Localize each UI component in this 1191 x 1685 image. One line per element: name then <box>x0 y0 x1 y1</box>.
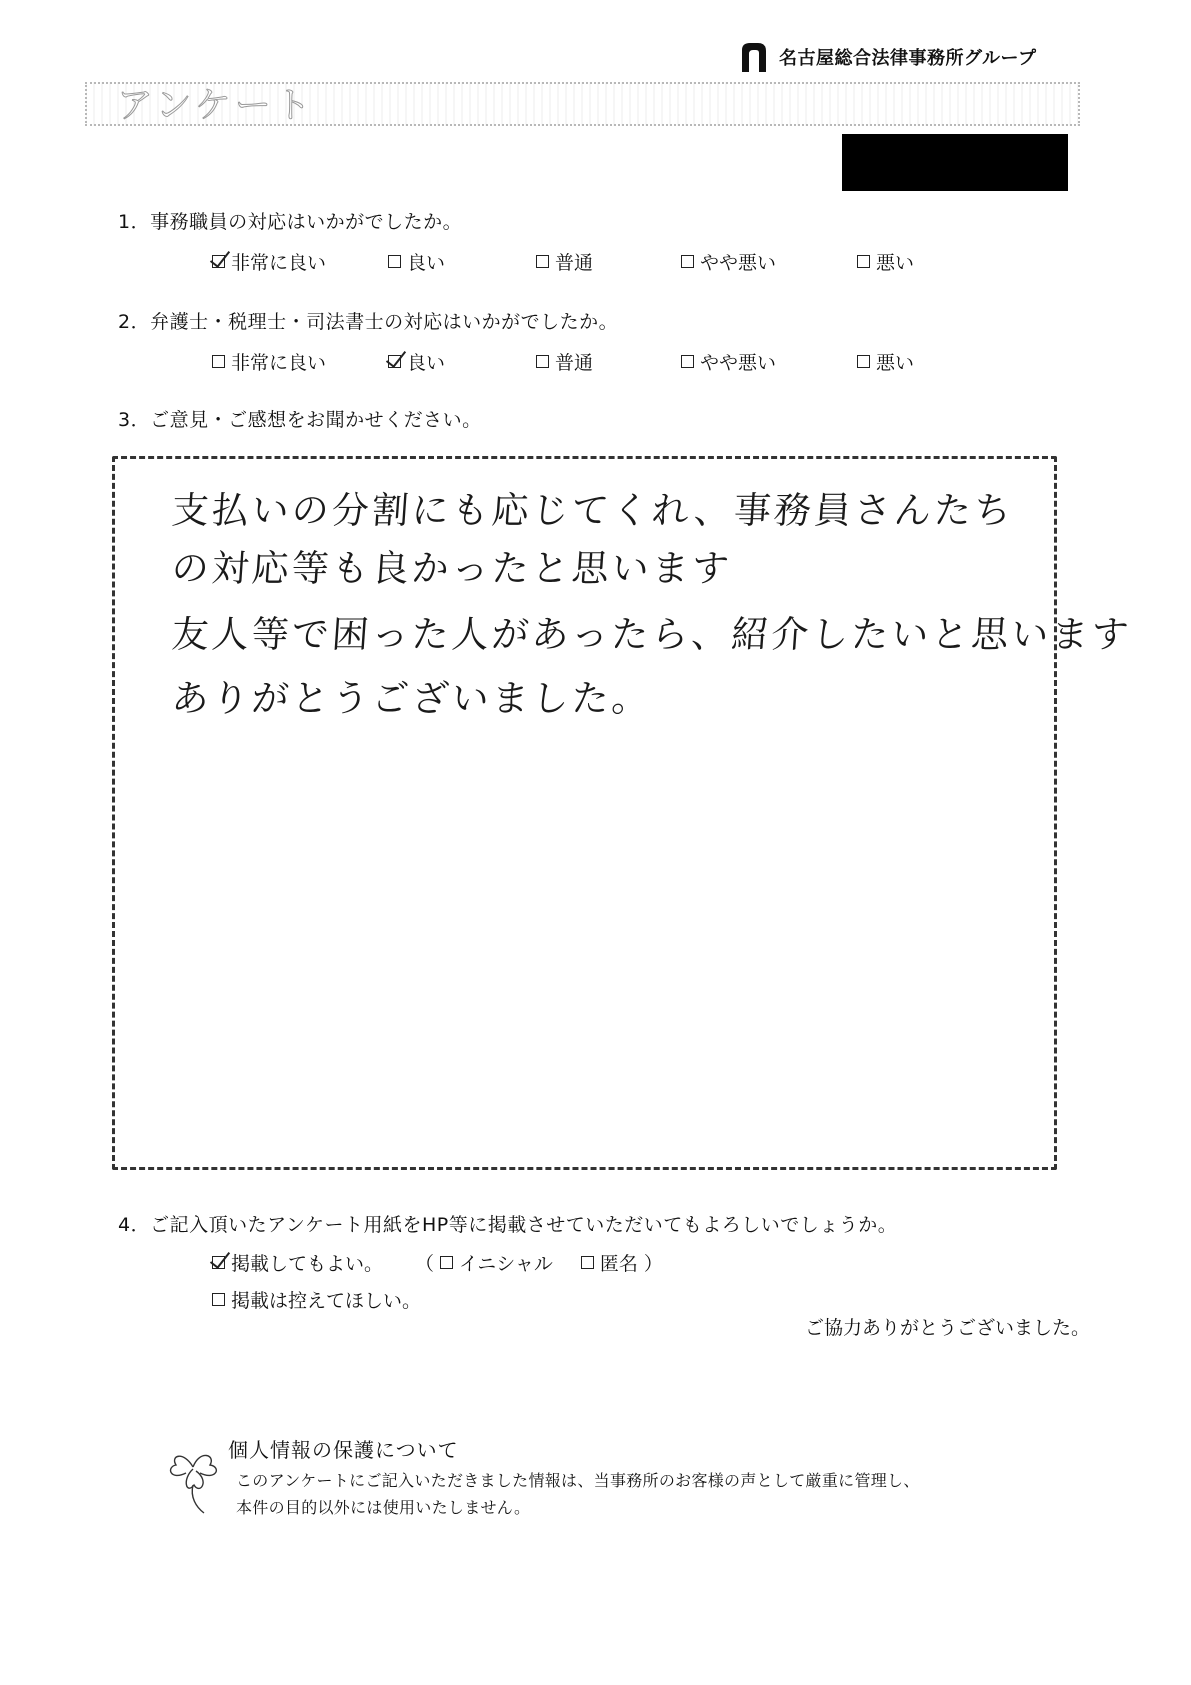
publish-allow-option <box>212 1249 383 1276</box>
q2-option-3-checkbox[interactable] <box>536 355 549 368</box>
publish-decline-label: 掲載は控えてほしい。 <box>231 1290 422 1312</box>
q1-option-2-checkbox[interactable] <box>388 255 401 268</box>
q1-option-4 <box>681 248 776 275</box>
q1-option-4-checkbox[interactable] <box>681 255 694 268</box>
anonymous-checkbox[interactable] <box>581 1256 594 1269</box>
q2-option-2 <box>388 348 445 375</box>
publish-decline-checkbox[interactable] <box>212 1293 225 1306</box>
page-title: アンケート <box>117 85 315 126</box>
redaction-box <box>842 134 1068 191</box>
thanks-message: ご協力ありがとうございました。 <box>805 1317 1091 1339</box>
q1-option-5 <box>857 248 914 275</box>
q1-option-1-label: 非常に良い <box>231 252 327 274</box>
title-bar <box>85 82 1080 126</box>
question-2-label: 2．弁護士・税理士・司法書士の対応はいかがでしたか。 <box>118 311 619 333</box>
publish-allow-checkbox[interactable] <box>212 1256 225 1269</box>
initial-checkbox[interactable] <box>440 1256 453 1269</box>
comment-line-2: の対応等も良かったと思います <box>170 547 734 590</box>
q2-option-1-checkbox[interactable] <box>212 355 225 368</box>
q1-option-1-checkbox[interactable] <box>212 255 225 268</box>
comment-line-4: ありがとうございました。 <box>170 677 654 720</box>
publish-name-options <box>415 1249 663 1276</box>
q1-option-2 <box>388 248 445 275</box>
comment-line-3: 友人等で困った人があったら、紹介したいと思います <box>170 613 1133 656</box>
q1-option-5-label: 悪い <box>876 252 915 274</box>
q2-option-1 <box>212 348 326 375</box>
q2-option-5 <box>857 348 914 375</box>
initial-label: イニシャル <box>459 1253 553 1275</box>
q2-option-2-checkbox[interactable] <box>388 355 401 368</box>
comment-line-1: 支払いの分割にも応じてくれ、事務員さんたち <box>170 489 1016 532</box>
anonymous-label: 匿名 <box>599 1253 638 1275</box>
question-1-label: 1．事務職員の対応はいかがでしたか。 <box>118 211 463 233</box>
privacy-title: 個人情報の保護について <box>228 1438 459 1462</box>
q2-option-3 <box>536 348 593 375</box>
q2-option-4-checkbox[interactable] <box>681 355 694 368</box>
q2-option-4 <box>681 348 776 375</box>
q1-option-4-label: やや悪い <box>700 252 777 274</box>
firm-logo-icon <box>737 40 771 74</box>
q2-option-5-label: 悪い <box>876 352 915 374</box>
q2-option-2-label: 良い <box>407 352 446 374</box>
firm-name: 名古屋総合法律事務所グループ <box>779 48 1037 69</box>
publish-decline-option <box>212 1286 421 1313</box>
q1-option-3 <box>536 248 593 275</box>
privacy-line-1: このアンケートにご記入いただきました情報は、当事務所のお客様の声として厳重に管理し、 <box>236 1471 920 1490</box>
q1-option-3-checkbox[interactable] <box>536 255 549 268</box>
paren-close: ） <box>643 1253 663 1275</box>
firm-logo <box>737 40 1037 74</box>
q2-option-3-label: 普通 <box>555 352 594 374</box>
q1-option-3-label: 普通 <box>555 252 594 274</box>
q2-option-5-checkbox[interactable] <box>857 355 870 368</box>
q1-option-2-label: 良い <box>407 252 446 274</box>
q2-option-1-label: 非常に良い <box>231 352 327 374</box>
paren-open: （ <box>415 1253 435 1275</box>
clover-icon <box>160 1437 226 1517</box>
q1-option-1 <box>212 248 326 275</box>
q1-option-5-checkbox[interactable] <box>857 255 870 268</box>
publish-allow-label: 掲載してもよい。 <box>231 1253 384 1275</box>
question-4-label: 4．ご記入頂いたアンケート用紙をHP等に掲載させていただいてもよろしいでしょうか。 <box>118 1214 898 1236</box>
privacy-line-2: 本件の目的以外には使用いたしません。 <box>236 1498 531 1517</box>
q2-option-4-label: やや悪い <box>700 352 777 374</box>
question-3-label: 3．ご意見・ご感想をお聞かせください。 <box>118 409 482 431</box>
